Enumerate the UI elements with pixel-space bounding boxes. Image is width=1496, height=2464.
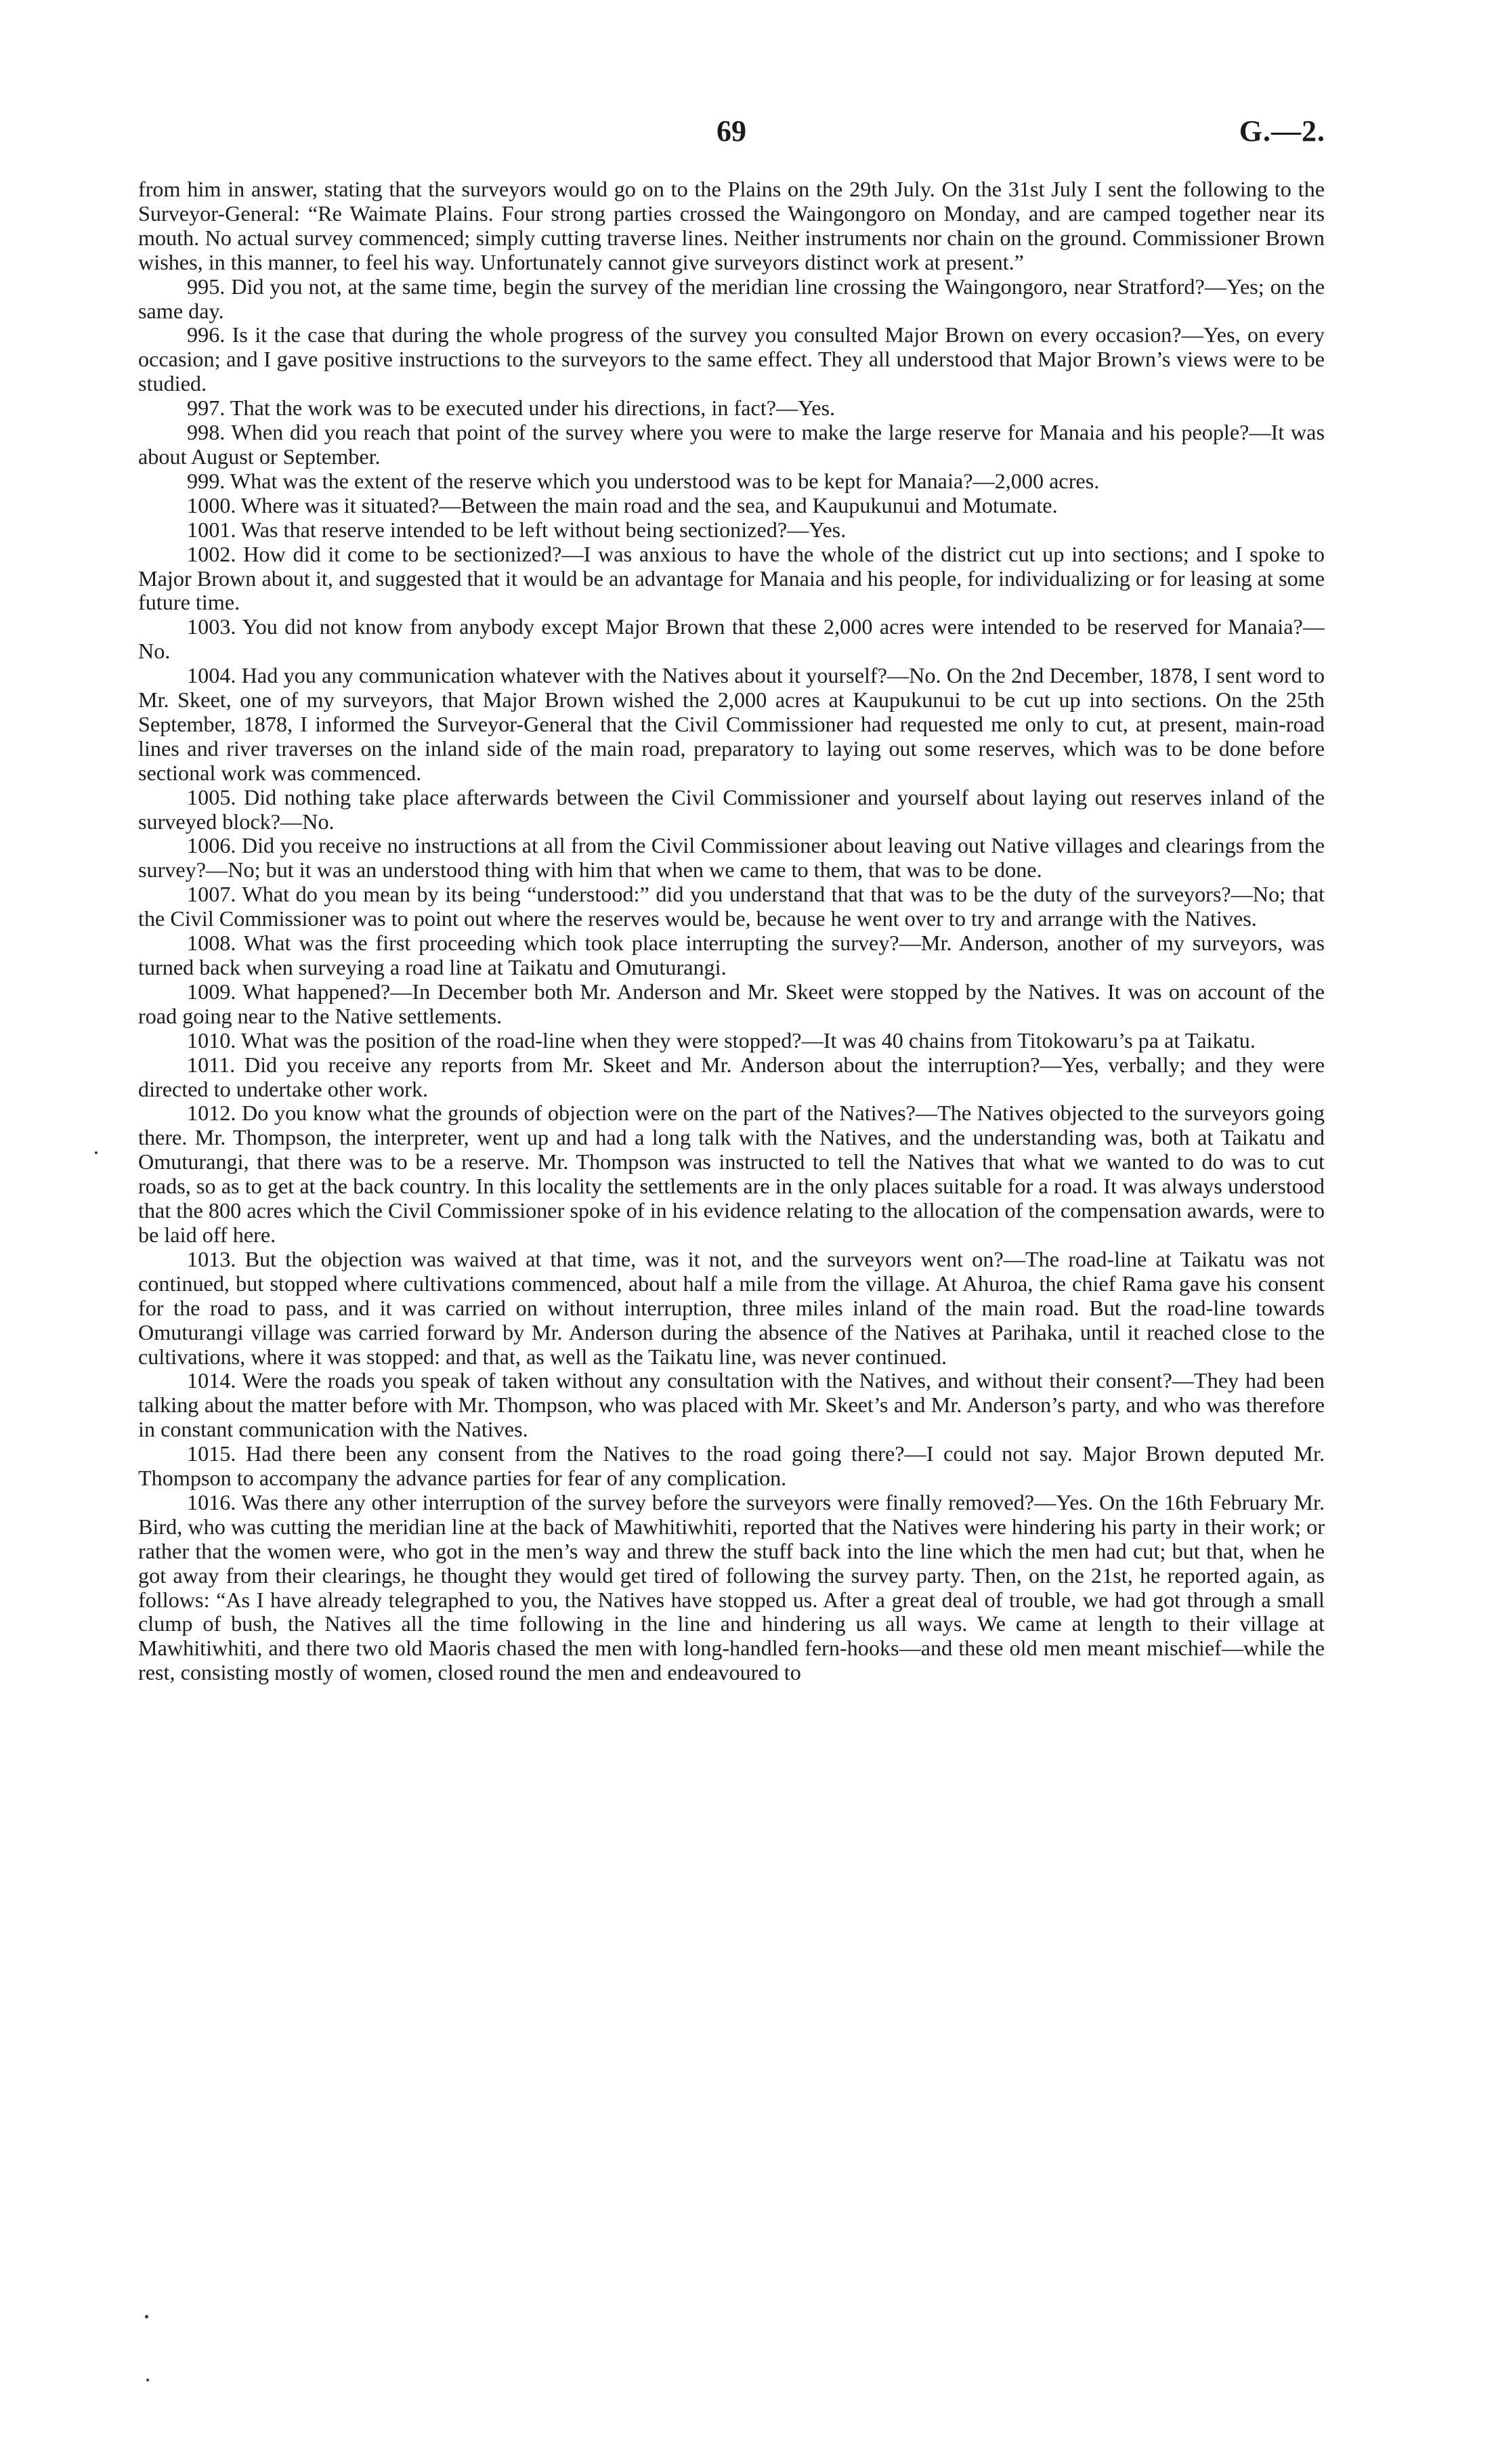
paragraph-1004: 1004. Had you any communication whatever with the Natives about it yourself?—No. On the 2nd December, 1878, I sent word to Mr. Skeet, one of my surveyors, that Major Brown wished the 2,000 acres at Kaupukunui to be cut up into sections. On the 25th September, 1878, I informed the Surveyor-General that the Civil Commissioner had requested me only to cut, at present, main-road lines and river traverses on the inland side of the main road, preparatory to laying out some reserves, which was to be done before sectional work was commenced. (138, 663, 1325, 785)
paragraph-995: 995. Did you not, at the same time, begin the survey of the meridian line crossing the Waingongoro, near Stratford?—Yes; on the same day. (138, 274, 1325, 323)
paragraph-996: 996. Is it the case that during the whole progress of the survey you consulted Major Brown on every occasion?—Yes, on every occasion; and I gave positive instructions to the surveyors to the same effect. They all understood that Major Brown’s views were to be studied. (138, 322, 1325, 396)
paragraph-1001: 1001. Was that reserve intended to be left without being sectionized?—Yes. (187, 517, 847, 542)
ink-speck (95, 1151, 98, 1154)
paragraph-1010: 1010. What was the position of the road-line when they were stopped?—It was 40 chains from Titokowaru’s pa at Taikatu. (187, 1027, 1256, 1053)
paragraph-1011: 1011. Did you receive any reports from Mr. Skeet and Mr. Anderson about the interruption?—Yes, verbally; and they were directed to undertake other work. (138, 1052, 1325, 1101)
ink-speck (146, 2379, 149, 2381)
paragraph-1000: 1000. Where was it situated?—Between the main road and the sea, and Kaupukunui and Motumate. (187, 492, 1058, 517)
paragraph-1016: 1016. Was there any other interruption of the survey before the surveyors were finally removed?—Yes. On the 16th February Mr. Bird, who was cutting the meridian line at the back of Mawhitiwhiti, reported that the Natives were hindering his party in their work; or rather that the women were, who got in the men’s way and threw the stuff back into the line which the men had cut; but that, when he got away from their clearings, he thought they would get tired of following the survey party. Then, on the 21st, he reported again, as follows: “As I have already telegraphed to you, the Natives have stopped us. After a great deal of trouble, we had got through a small clump of bush, the Natives all the time following in the line and hindering us all ways. We came at length to their village at Mawhitiwhiti, and there two old Maoris chased the men with long-handled fern-hooks—and these old men meant mischief—while the rest, consisting mostly of women, closed round the men and endeavoured to (138, 1489, 1325, 1685)
paragraph-997: 997. That the work was to be executed under his directions, in fact?—Yes. (187, 396, 836, 421)
paragraph-1006: 1006. Did you receive no instructions at all from the Civil Commissioner about leaving out Native villages and clearings from the survey?—No; but it was an understood thing with him that when we came to them, that was to be done. (138, 833, 1325, 883)
paragraph-1003: 1003. You did not know from anybody except Major Brown that these 2,000 acres were intended to be reserved for Manaia?—No. (138, 614, 1325, 664)
paragraph-1007: 1007. What do you mean by its being “understood:” did you understand that that was to be the duty of the surveyors?—No; that the Civil Commissioner was to point out where the reserves would be, because he went over to try and arrange with the Natives. (138, 882, 1325, 931)
paragraph-1002: 1002. How did it come to be sectionized?—I was anxious to have the whole of the district cut up into sections; and I spoke to Major Brown about it, and suggested that it would be an advantage for Manaia and his people, for individualizing or for leasing at some future time. (138, 541, 1325, 615)
body-text (138, 177, 1325, 1685)
document-reference: G.—2. (1239, 114, 1325, 148)
paragraph-1009: 1009. What happened?—In December both Mr. Anderson and Mr. Skeet were stopped by the Natives. It was on account of the road going near to the Native settlements. (138, 979, 1325, 1028)
page-header (0, 114, 1496, 161)
paragraph-continued: from him in answer, stating that the surveyors would go on to the Plains on the 29th July. On the 31st July I sent the following to the Surveyor-General: “Re Waimate Plains. Four strong parties crossed the Waingongoro on Monday, and are camped together near its mouth. No actual survey commenced; simply cutting traverse lines. Neither instruments nor chain on the ground. Commissioner Brown wishes, in this manner, to feel his way. Unfortunately cannot give surveyors distinct work at present.” (138, 177, 1325, 274)
paragraph-1008: 1008. What was the first proceeding which took place interrupting the survey?—Mr. Anderson, another of my surveyors, was turned back when surveying a road line at Taikatu and Omuturangi. (138, 931, 1325, 979)
page-number: 69 (717, 114, 746, 148)
paragraph-1013: 1013. But the objection was waived at that time, was it not, and the surveyors went on?—The road-line at Taikatu was not continued, but stopped where cultivations commenced, about half a mile from the village. At Ahuroa, the chief Rama gave his consent for the road to pass, and it was carried on without interruption, three miles inland of the main road. But the road-line towards Omuturangi village was carried forward by Mr. Anderson during the absence of the Natives at Parihaka, until it reached close to the cultivations, where it was stopped: and that, as well as the Taikatu line, was never continued. (138, 1246, 1325, 1369)
paragraph-1014: 1014. Were the roads you speak of taken without any consultation with the Natives, and without their consent?—They had been talking about the matter before with Mr. Thompson, who was placed with Mr. Skeet’s and Mr. Anderson’s party, and who was therefore in constant communication with the Natives. (138, 1368, 1325, 1442)
paragraph-1012: 1012. Do you know what the grounds of objection were on the part of the Natives?—The Natives objected to the surveyors going there. Mr. Thompson, the interpreter, went up and had a long talk with the Natives, and the understanding was, both at Taikatu and Omuturangi, that there was to be a reserve. Mr. Thompson was instructed to tell the Natives that what we wanted to do was to cut roads, so as to get at the back country. In this locality the settlements are in the only places suitable for a road. It was always understood that the 800 acres which the Civil Commissioner spoke of in his evidence relating to the allocation of the compensation awards, were to be laid off here. (138, 1101, 1325, 1247)
paragraph-998: 998. When did you reach that point of the survey where you were to make the large reserve for Manaia and his people?—It was about August or September. (138, 420, 1325, 469)
ink-speck (145, 2315, 148, 2318)
paragraph-1005: 1005. Did nothing take place afterwards between the Civil Commissioner and yourself about laying out reserves inland of the surveyed block?—No. (138, 784, 1325, 834)
paragraph-999: 999. What was the extent of the reserve which you understood was to be kept for Manaia?—2,000 acres. (187, 468, 1100, 493)
paragraph-1015: 1015. Had there been any consent from the Natives to the road going there?—I could not say. Major Brown deputed Mr. Thompson to accompany the advance parties for fear of any complication. (138, 1441, 1325, 1491)
